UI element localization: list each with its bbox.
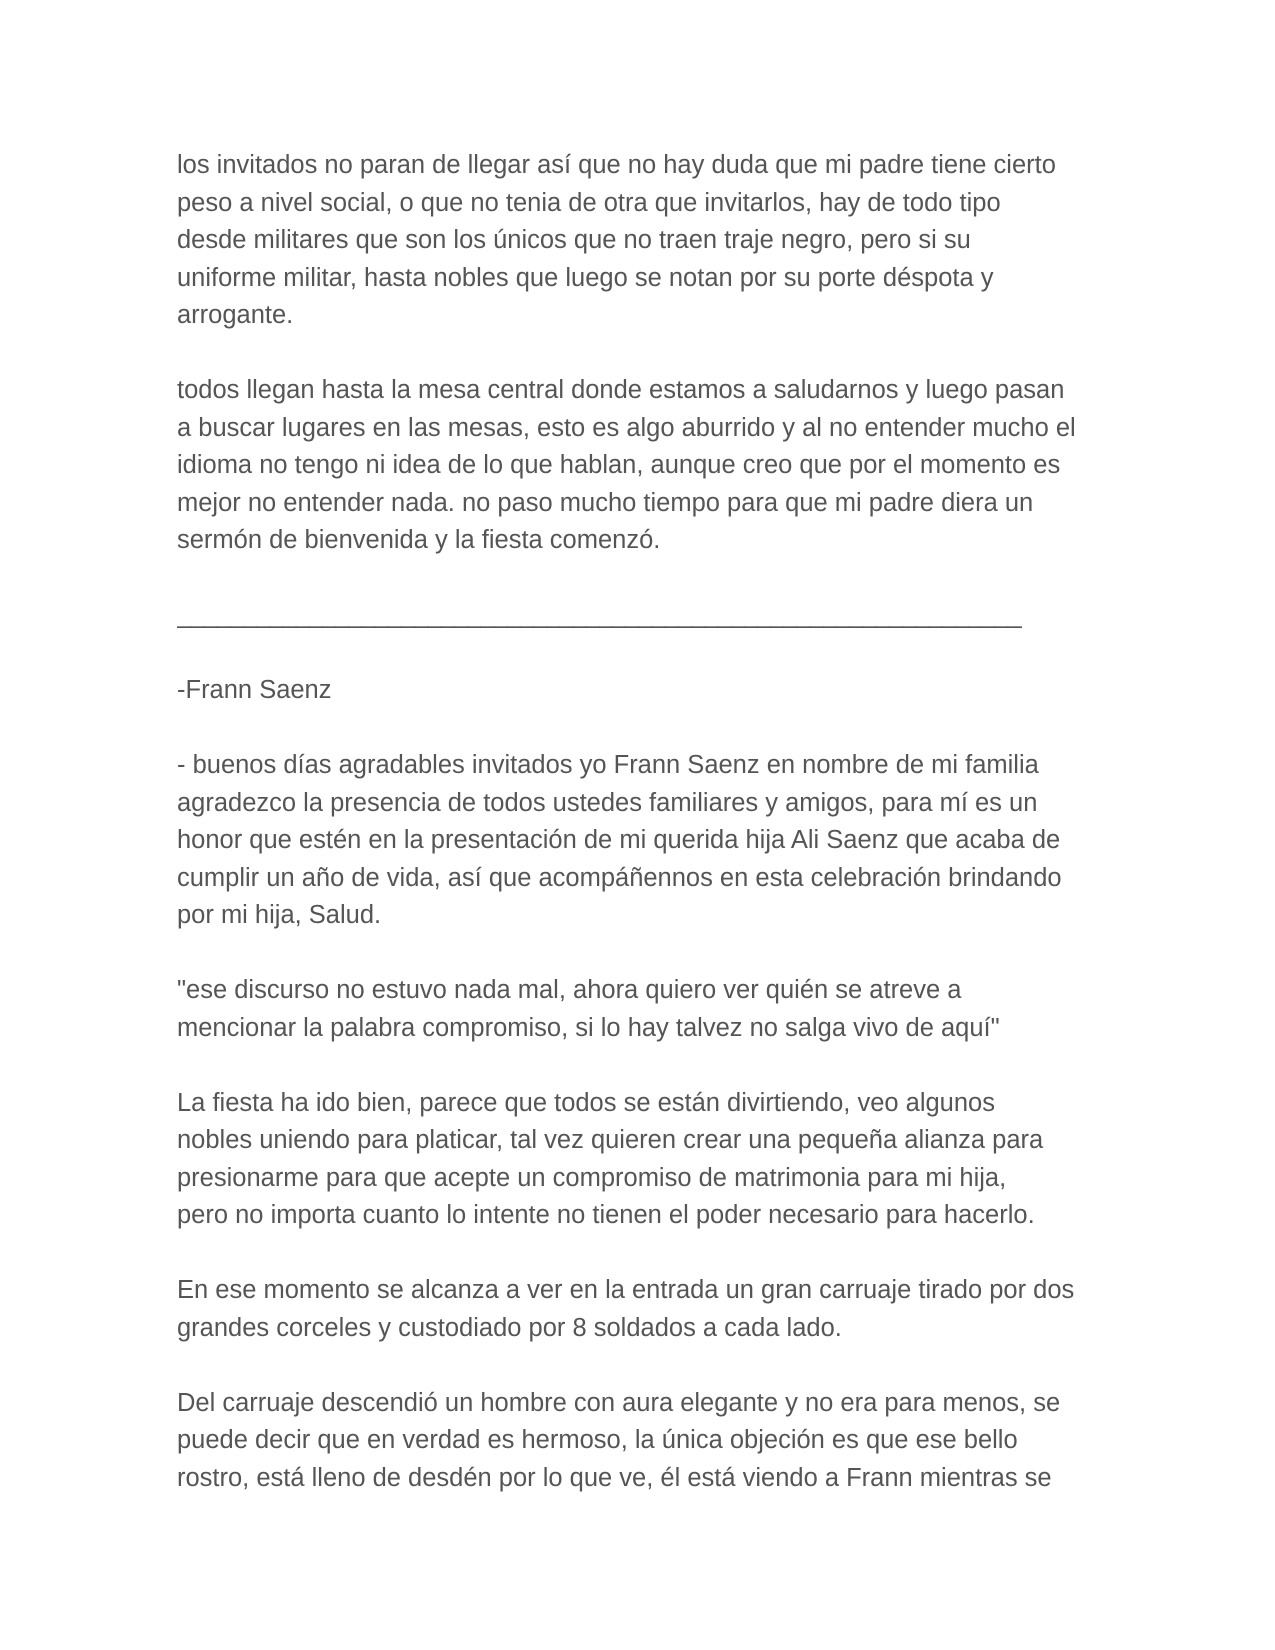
paragraph-thought: "ese discurso no estuvo nada mal, ahora quiero ver quién se atreve a mencionar la palabra compromiso, si lo hay talvez no salga vivo de aquí" bbox=[177, 976, 1000, 1042]
section-divider: ________________________________________________________________ bbox=[177, 601, 1021, 629]
document-page bbox=[177, 147, 1107, 1535]
paragraph-speech: - buenos días agradables invitados yo Frann Saenz en nombre de mi familia agradezco la presencia de todos ustedes familiares y amigos, para mí es un honor que estén en la presentación de mi querida hija Ali Saenz que acaba de cumplir un año de vida, así que acompáñennos en esta celebración brindando por mi hija, Salud. bbox=[177, 751, 1062, 929]
speaker-heading: -Frann Saenz bbox=[177, 676, 332, 704]
paragraph-greetings: todos llegan hasta la mesa central donde estamos a saludarnos y luego pasan a buscar lugares en las mesas, esto es algo aburrido y al no entender mucho el idioma no tengo ni idea de lo que hablan, aunque creo que por el momento es mejor no entender nada. no paso mucho tiempo para que mi padre diera un sermón de bienvenida y la fiesta comenzó. bbox=[177, 376, 1076, 554]
paragraph-guests-arriving: los invitados no paran de llegar así que no hay duda que mi padre tiene cierto peso a nivel social, o que no tenia de otra que invitarlos, hay de todo tipo desde militares que son los únicos que no traen traje negro, pero si su uniforme militar, hasta nobles que luego se notan por su porte déspota y arrogante. bbox=[177, 151, 1056, 329]
paragraph-party: La fiesta ha ido bien, parece que todos se están divirtiendo, veo algunos nobles uniendo para platicar, tal vez quieren crear una pequeña alianza para presionarme para que acepte un compromiso de matrimonia para mi hija, pero no importa cuanto lo intente no tienen el poder necesario para hacerlo. bbox=[177, 1088, 1044, 1229]
paragraph-carriage: En ese momento se alcanza a ver en la entrada un gran carruaje tirado por dos grandes corceles y custodiado por 8 soldados a cada lado. bbox=[177, 1276, 1075, 1342]
paragraph-man-descends: Del carruaje descendió un hombre con aura elegante y no era para menos, se puede decir que en verdad es hermoso, la única objeción es que ese bello rostro, está lleno de desdén por lo que ve, él está viendo a Frann mientras se bbox=[177, 1388, 1061, 1492]
